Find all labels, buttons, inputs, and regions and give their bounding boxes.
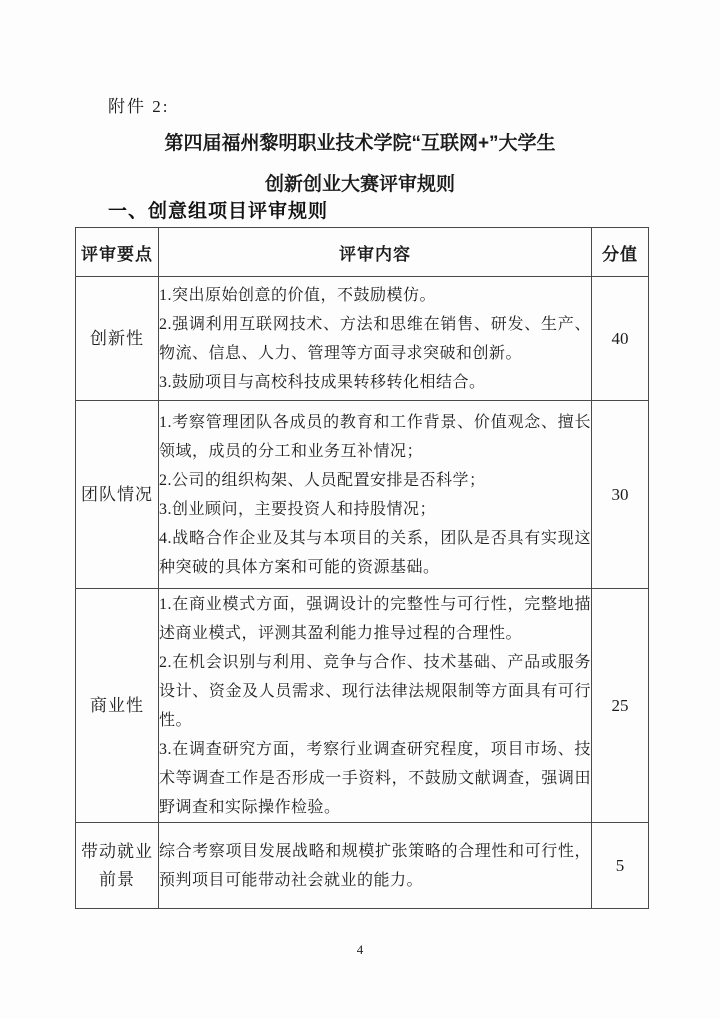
review-point-cell: 团队情况	[76, 401, 159, 589]
attachment-label: 附件 2:	[108, 97, 170, 116]
content-item: 3.鼓励项目与高校科技成果转移转化相结合。	[159, 373, 486, 391]
content-item: 1.考察管理团队各成员的教育和工作背景、价值观念、擅长领域，成员的分工和业务互补情况；	[159, 413, 591, 460]
section-heading: 一、创意组项目评审规则	[108, 201, 329, 222]
review-point-cell: 带动就业前景	[76, 823, 159, 909]
content-item: 2.强调利用互联网技术、方法和思维在销售、研发、生产、物流、信息、人力、管理等方面寻求突破和创新。	[159, 315, 591, 362]
content-item: 综合考察项目发展战略和规模扩张策略的合理性和可行性，预判项目可能带动社会就业的能力。	[159, 842, 591, 889]
review-table-body	[76, 277, 649, 909]
review-content-cell	[159, 401, 592, 589]
header-review-content: 评审内容	[159, 228, 592, 277]
header-review-point: 评审要点	[76, 228, 159, 277]
page-number: 4	[356, 942, 364, 957]
content-item: 2.公司的组织构架、人员配置安排是否科学；	[159, 471, 486, 489]
content-item: 1.在商业模式方面，强调设计的完整性与可行性，完整地描述商业模式，评测其盈利能力推导过程的合理性。	[159, 595, 591, 642]
table-header-row	[76, 228, 649, 277]
review-rules-table	[75, 227, 649, 909]
document-title-line1: 第四届福州黎明职业技术学院“互联网+”大学生	[164, 133, 556, 154]
content-item: 3.创业顾问，主要投资人和持股情况；	[159, 500, 437, 518]
content-item: 4.战略合作企业及其与本项目的关系，团队是否具有实现这种突破的具体方案和可能的资源基础。	[159, 529, 591, 576]
table-row	[76, 401, 649, 589]
review-content-cell	[159, 823, 592, 909]
document-title-line2: 创新创业大赛评审规则	[264, 174, 455, 195]
table-row	[76, 589, 649, 823]
score-cell: 40	[592, 277, 649, 401]
review-content-cell	[159, 277, 592, 401]
header-score: 分值	[592, 228, 649, 277]
table-row	[76, 277, 649, 401]
score-cell: 5	[592, 823, 649, 909]
score-cell: 25	[592, 589, 649, 823]
review-content-cell	[159, 589, 592, 823]
review-point-cell: 商业性	[76, 589, 159, 823]
content-item: 1.突出原始创意的价值，不鼓励模仿。	[159, 286, 437, 304]
content-item: 3.在调查研究方面，考察行业调查研究程度，项目市场、技术等调查工作是否形成一手资料，不鼓励文献调查，强调田野调查和实际操作检验。	[159, 740, 591, 816]
content-item: 2.在机会识别与利用、竞争与合作、技术基础、产品或服务设计、资金及人员需求、现行法律法规限制等方面具有可行性。	[159, 653, 591, 729]
review-point-cell: 创新性	[76, 277, 159, 401]
table-row	[76, 823, 649, 909]
score-cell: 30	[592, 401, 649, 589]
